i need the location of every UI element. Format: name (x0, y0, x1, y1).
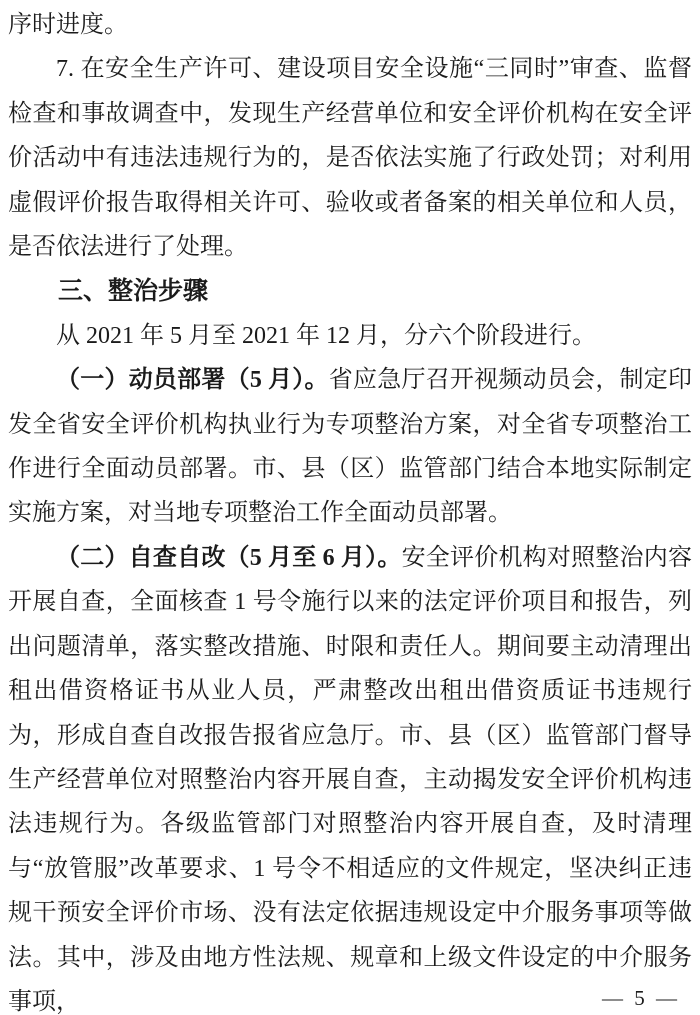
stage-2-title: （二）自查自改（5 月至 6 月）。 (56, 544, 402, 571)
stage-1-body: 省应急厅召开视频动员会，制定印发全省安全评价机构执业行为专项整治方案，对全省专项整治工作进行全面动员部署。市、县（区）监管部门结合本地实际制定实施方案，对当地专项整治工作全面动员部署。 (8, 367, 693, 527)
paragraph-timeline: 从 2021 年 5 月至 2021 年 12 月，分六个阶段进行。 (56, 322, 596, 349)
page-number: — 5 — (602, 986, 680, 1010)
paragraph-item-7: 7. 在安全生产许可、建设项目安全设施“三同时”审查、监督检查和事故调查中，发现生产经营单位和安全评价机构在安全评价活动中有违法违规行为的，是否依法实施了行政处罚；对利用虚假评价报告取得相关许可、验收或者备案的相关单位和人员，是否依法进行了处理。 (8, 56, 692, 261)
paragraph-stage-1 (8, 358, 692, 536)
section-heading: 三、整治步骤 (58, 277, 209, 306)
paragraph-stage-2 (8, 536, 692, 1015)
stage-2-body: 安全评价机构对照整治内容开展自查，全面核查 1 号令施行以来的法定评价项目和报告，列出问题清单，落实整改措施、时限和责任人。期间要主动清理出租出借资格证书从业人员，严肃整改出租出借资质证书违规行为，形成自查自改报告报省应急厅。市、县（区）监管部门督导生产经营单位对照整治内容开展自查，主动揭发安全评价机构违法违规行为。各级监管部门对照整治内容开展自查，及时清理与“放管服”改革要求、1 号令不相适应的文件规定，坚决纠正违规干预安全评价市场、没有法定依据违规设定中介服务事项等做法。其中，涉及由地方性法规、规章和上级文件设定的中介服务事项， (8, 544, 693, 1015)
paragraph-carryover: 序时进度。 (8, 12, 128, 38)
stage-1-title: （一）动员部署（5 月）。 (56, 367, 329, 394)
